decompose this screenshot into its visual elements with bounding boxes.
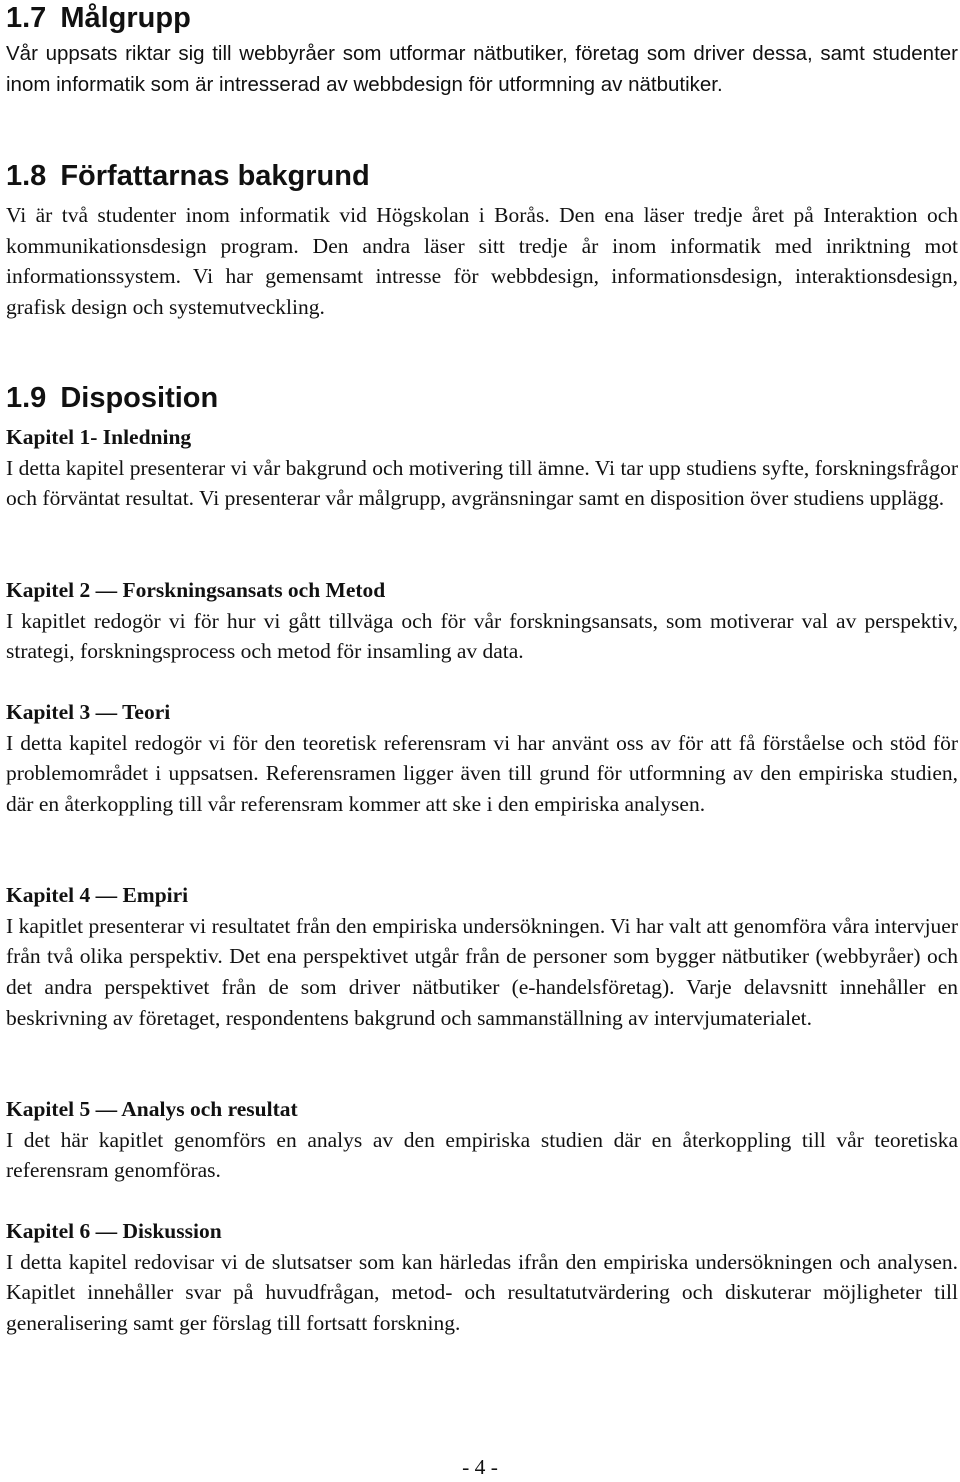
paragraph: Vår uppsats riktar sig till webbyråer som utformar nätbutiker, företag som driver dessa, samt studenter inom informatik som är intresserad av webbdesign för utformning av nätbutiker.	[6, 42, 958, 96]
section-heading-malgrupp	[6, 1, 191, 35]
chapter-heading: Kapitel 6 — Diskussion	[6, 1219, 222, 1243]
section-number: 1.8	[6, 160, 47, 192]
chapter-text: I kapitlet redogör vi för hur vi gått tillväga och för vår forskningsansats, som motiverar val av perspektiv, strategi, forskningsprocess och metod för insamling av data.	[6, 608, 958, 664]
page-number: - 4 -	[462, 1455, 498, 1479]
section-number: 1.9	[6, 382, 47, 414]
chapter-heading: Kapitel 3 — Teori	[6, 700, 171, 724]
chapter-heading: Kapitel 4 — Empiri	[6, 883, 189, 907]
paragraph: Vi är två studenter inom informatik vid Högskolan i Borås. Den ena läser tredje året på Interaktion och kommunikationsdesign program. Den andra läser sitt tredje år inom informatik med inriktning mot informationssystem. Vi har gemensamt intresse för webbdesign, informationsdesign, interaktionsdesign, grafisk design och systemutveckling.	[6, 203, 958, 320]
chapter-heading: Kapitel 1- Inledning	[6, 425, 192, 449]
chapter-block-2	[6, 575, 958, 667]
chapter-block-1	[6, 422, 958, 514]
section-body-bakgrund	[6, 200, 958, 323]
chapter-heading: Kapitel 5 — Analys och resultat	[6, 1097, 298, 1121]
chapter-block-5	[6, 1094, 958, 1186]
section-title: Målgrupp	[60, 2, 191, 34]
section-number: 1.7	[6, 2, 47, 34]
chapter-text: I kapitlet presenterar vi resultatet från den empiriska undersökningen. Vi har valt att genomföra våra intervjuer från två olika perspektiv. Det ena perspektivet utgår från de personer som bygger nätbutiker (webbyråer) och det andra perspektivet från de som driver nätbutiker (e-handelsföretag). Varje delavsnitt innehåller en beskrivning av företaget, respondentens bakgrund och sammanställning av intervjumaterialet.	[6, 913, 958, 1030]
section-heading-bakgrund	[6, 159, 370, 193]
section-heading-disposition	[6, 381, 218, 415]
chapter-text: I detta kapitel presenterar vi vår bakgrund och motivering till ämne. Vi tar upp studiens syfte, forskningsfrågor och förväntat resultat. Vi presenterar vår målgrupp, avgränsningar samt en disposition över studiens upplägg.	[6, 455, 958, 511]
chapter-block-4	[6, 880, 958, 1034]
chapter-block-3	[6, 697, 958, 820]
section-title: Disposition	[60, 382, 219, 414]
chapter-text: I detta kapitel redovisar vi de slutsatser som kan härledas ifrån den empiriska undersökningen och analysen. Kapitlet innehåller svar på huvudfrågan, metod- och resultatutvärdering och diskuterar möjligheter till generalisering samt ger förslag till fortsatt forskning.	[6, 1249, 958, 1336]
section-body-malgrupp	[6, 39, 958, 100]
chapter-block-6	[6, 1216, 958, 1339]
chapter-text: I detta kapitel redogör vi för den teoretisk referensram vi har använt oss av för att få förståelse och stöd för problemområdet i uppsatsen. Referensramen ligger även till grund för utformning av den empiriska studien, där en återkoppling till vår referensram kommer att ske i den empiriska analysen.	[6, 730, 958, 817]
chapter-text: I det här kapitlet genomförs en analys av den empiriska studien där en återkoppling till vår teoretiska referensram genomföras.	[6, 1127, 958, 1183]
chapter-heading: Kapitel 2 — Forskningsansats och Metod	[6, 578, 386, 602]
section-title: Författarnas bakgrund	[60, 160, 370, 192]
